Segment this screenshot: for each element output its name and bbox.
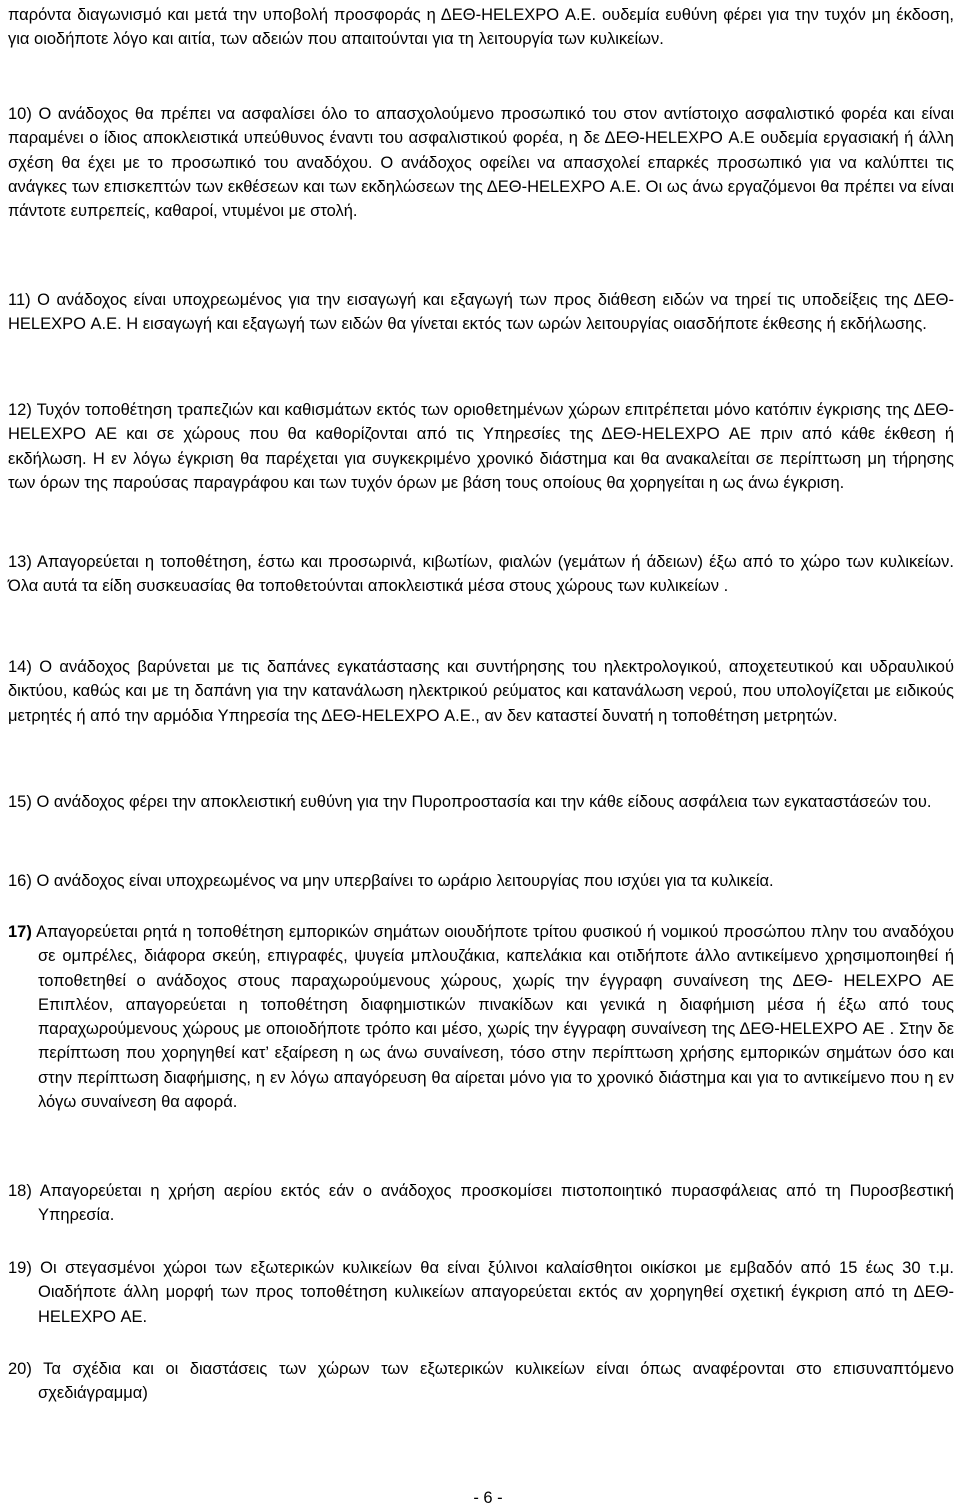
clause-number: 20) [8,1360,32,1378]
clause-text: Τυχόν τοποθέτηση τραπεζιών και καθισμάτων εκτός των οριοθετημένων χώρων επιτρέπεται μόνο κατόπιν έγκρισης της ΔΕΘ-HELEXPO ΑΕ και σε χώρους που θα καθορίζονται από τις Υπηρεσίες της ΔΕΘ-HELEXPO ΑΕ πριν από κάθε έκθεση ή εκδήλωση. Η εν λόγω έγκριση θα παρέχεται για συγκεκριμένο χρονικό διάστημα και θα ανακαλείται σε περίπτωση μη τήρησης των όρων της παρούσας παραγράφου και των τυχόν όρων με βάση τους οποίους θα χορηγείται η ως άνω έγκριση. [8,401,954,492]
clause-text: Ο ανάδοχος βαρύνεται με τις δαπάνες εγκατάστασης και συντήρησης του ηλεκτρολογικού, αποχετευτικού και υδραυλικού δικτύου, καθώς και με τη δαπάνη για την κατανάλωση ηλεκτρικού ρεύματος και κατανάλωση νερού, που υπολογίζεται με ειδικούς μετρητές ή από την αρμόδια Υπηρεσία της ΔΕΘ-HELEXPO Α.Ε., αν δεν καταστεί δυνατή η τοποθέτηση μετρητών. [8,658,954,725]
clause-16 [8,869,954,893]
clause-20 [8,1357,954,1406]
clause-text: Απαγορεύεται ρητά η τοποθέτηση εμπορικών σημάτων οιουδήποτε τρίτου φυσικού ή νομικού προσώπου πλην του αναδόχου σε ομπρέλες, διάφορα σκεύη, επιγραφές, ψυγεία μπλουζάκια, καπελάκια και οτιδήποτε άλλο αντικείμενο χρησιμοποιηθεί ή τοποθετηθεί ο ανάδοχος στους παραχωρούμενους χώρους, χωρίς την έγγραφη συναίνεση της ΔΕΘ- HELEXPO ΑΕ Επιπλέον, απαγορεύεται η τοποθέτηση διαφημιστικών πινακίδων και γενικά η διαφήμιση μέσα ή έξω από τους παραχωρούμενους χώρους με οποιοδήποτε τρόπο και μέσο, χωρίς την έγγραφη συναίνεση της ΔΕΘ-HELEXPO ΑΕ . Στην δε περίπτωση που χορηγηθεί κατ’ εξαίρεση η ως άνω συναίνεση, τόσο στην περίπτωση χρήσης εμπορικών σημάτων όσο και στην περίπτωση διαφήμισης, η εν λόγω απαγόρευση θα αίρεται μόνο για το χρονικό διάστημα και για το αντικείμενο που η εν λόγω συναίνεση θα αφορά. [36,923,954,1112]
clause-number: 16) [8,872,32,890]
clause-12 [8,398,954,495]
clause-15 [8,790,954,814]
page-number [0,1488,960,1508]
clause-text: Οι στεγασμένοι χώροι των εξωτερικών κυλικείων θα είναι ξύλινοι καλαίσθητοι οικίσκοι με εμβαδόν από 15 έως 30 τ.μ. Οιαδήποτε άλλη μορφή των προς τοποθέτηση κυλικείων απαγορεύεται εκτός αν χορηγηθεί σχετική έγκριση από τη ΔΕΘ- HELEXPO ΑΕ. [38,1259,954,1326]
clause-17 [8,920,954,1114]
intro-paragraph [8,3,954,52]
clause-text: Ο ανάδοχος είναι υποχρεωμένος να μην υπερβαίνει το ωράριο λειτουργίας που ισχύει για τα κυλικεία. [36,872,774,890]
clause-14 [8,655,954,728]
clause-number: 13) [8,553,32,571]
clause-text: Απαγορεύεται η τοποθέτηση, έστω και προσωρινά, κιβωτίων, φιαλών (γεμάτων ή άδειων) έξω από το χώρο των κυλικείων. Όλα αυτά τα είδη συσκευασίας θα τοποθετούνται αποκλειστικά μέσα στους χώρους των κυλικείων . [8,553,954,596]
clause-number: 17) [8,923,32,941]
page-number-text: - 6 - [473,1489,503,1507]
clause-19 [8,1256,954,1329]
clause-18 [8,1179,954,1228]
clause-13 [8,550,954,599]
clause-text: Τα σχέδια και οι διαστάσεις των χώρων των εξωτερικών κυλικείων είναι όπως αναφέρονται στο επισυναπτόμενο σχεδιάγραμμα) [38,1360,954,1403]
clause-text: Ο ανάδοχος είναι υποχρεωμένος για την εισαγωγή και εξαγωγή των προς διάθεση ειδών να τηρεί τις υποδείξεις της ΔΕΘ-HELEXPO Α.Ε. Η εισαγωγή και εξαγωγή των ειδών θα γίνεται εκτός των ωρών λειτουργίας οιασδήποτε έκθεσης ή εκδήλωσης. [8,291,954,334]
clause-number: 18) [8,1182,32,1200]
clause-number: 11) [8,291,31,309]
clause-number: 14) [8,658,32,676]
clause-text: Απαγορεύεται η χρήση αερίου εκτός εάν ο ανάδοχος προσκομίσει πιστοποιητικό πυρασφάλειας από τη Πυροσβεστική Υπηρεσία. [38,1182,954,1225]
intro-text: παρόντα διαγωνισμό και μετά την υποβολή προσφοράς η ΔΕΘ-HELEXPO Α.Ε. ουδεμία ευθύνη φέρει για την τυχόν μη έκδοση, για οιοδήποτε λόγο και αιτία, των αδειών που απαιτούνται για τη λειτουργία των κυλικείων. [8,6,954,49]
clause-text: Ο ανάδοχος θα πρέπει να ασφαλίσει όλο το απασχολούμενο προσωπικό του στον αντίστοιχο ασφαλιστικό φορέα και είναι παραμένει ο ίδιος αποκλειστικά υπεύθυνος έναντι του ασφαλιστικού φορέα, η δε ΔΕΘ-HELEXPO Α.Ε ουδεμία εργασιακή ή άλλη σχέση θα έχει με το προσωπικό του αναδόχου. Ο ανάδοχος οφείλει να απασχολεί επαρκές προσωπικό για να καλύπτει τις ανάγκες των επισκεπτών των εκθέσεων και των εκδηλώσεων της ΔΕΘ-HELEXPO Α.Ε. Οι ως άνω εργαζόμενοι θα πρέπει να είναι πάντοτε ευπρεπείς, καθαροί, ντυμένοι με στολή. [8,105,954,221]
clause-11 [8,288,954,337]
clause-number: 10) [8,105,32,123]
clause-10 [8,102,954,223]
clause-number: 15) [8,793,32,811]
clause-number: 19) [8,1259,32,1277]
clause-number: 12) [8,401,32,419]
clause-text: Ο ανάδοχος φέρει την αποκλειστική ευθύνη για την Πυροπροστασία και την κάθε είδους ασφάλεια των εγκαταστάσεών του. [36,793,932,811]
